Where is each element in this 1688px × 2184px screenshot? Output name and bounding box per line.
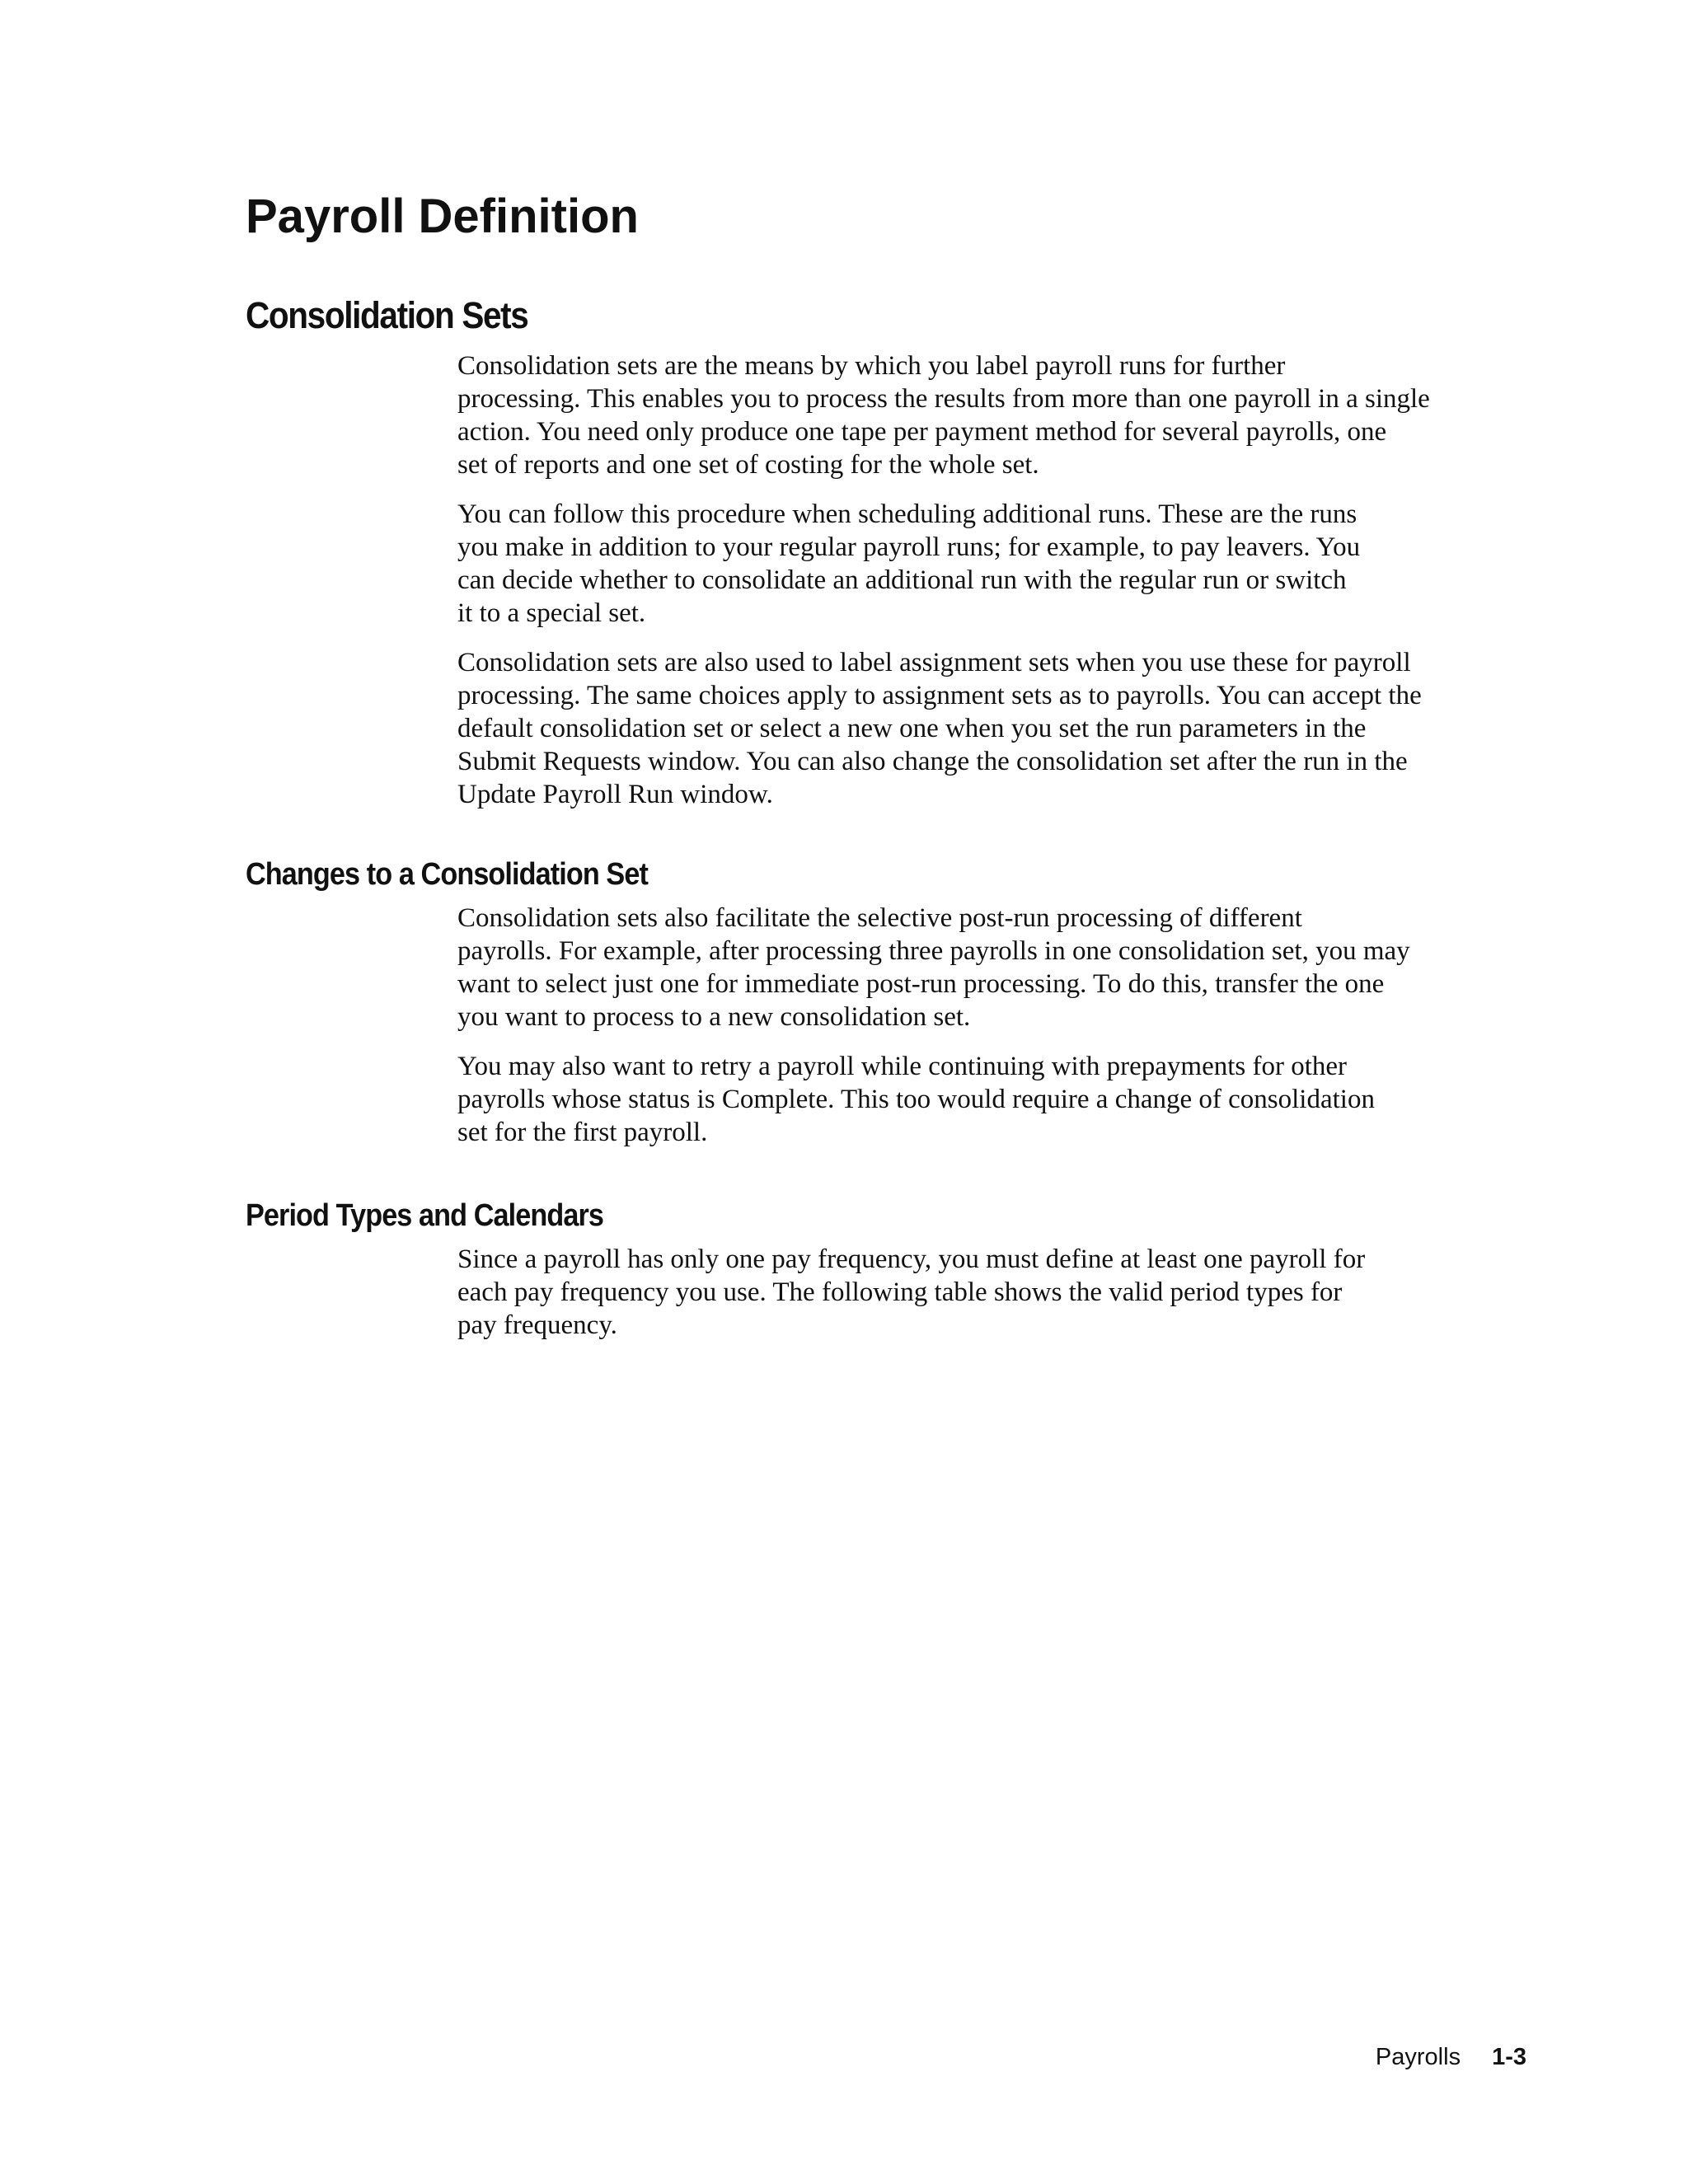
text-line: Consolidation sets are also used to label assignment sets when you use these for payroll — [457, 648, 1411, 677]
text-line: Since a payroll has only one pay frequency, you must define at least one payroll for — [457, 1244, 1366, 1274]
text-line: each pay frequency you use. The following table shows the valid period types for — [457, 1277, 1343, 1307]
text-line: Submit Requests window. You can also change the consolidation set after the run in the — [457, 747, 1408, 776]
paragraph — [457, 349, 1529, 481]
footer-chapter-name: Payrolls — [1375, 2044, 1461, 2070]
text-line: can decide whether to consolidate an additional run with the regular run or switch — [457, 565, 1347, 595]
text-line: you want to process to a new consolidation set. — [457, 1002, 971, 1032]
text-line: it to a special set. — [457, 598, 646, 628]
paragraph — [457, 646, 1529, 811]
text-line: payrolls whose status is Complete. This too would require a change of consolidation — [457, 1085, 1375, 1114]
text-line: Consolidation sets are the means by which you label payroll runs for further — [457, 351, 1286, 381]
section-heading-period-types-and-calendars: Period Types and Calendars — [246, 1198, 604, 1233]
text-line: Consolidation sets also facilitate the selective post-run processing of different — [457, 903, 1302, 933]
text-line: action. You need only produce one tape per payment method for several payrolls, one — [457, 417, 1387, 447]
text-line: want to select just one for immediate post-run processing. To do this, transfer the one — [457, 969, 1385, 999]
paragraph — [457, 902, 1529, 1033]
text-line: default consolidation set or select a new one when you set the run parameters in the — [457, 714, 1367, 743]
text-line: You can follow this procedure when scheduling additional runs. These are the runs — [457, 499, 1357, 529]
text-line: set for the first payroll. — [457, 1118, 708, 1147]
paragraph — [457, 498, 1529, 630]
text-line: set of reports and one set of costing for the whole set. — [457, 450, 1039, 480]
page-title: Payroll Definition — [246, 190, 639, 243]
section-heading-changes-to-consolidation-set: Changes to a Consolidation Set — [246, 857, 648, 892]
text-line: payrolls. For example, after processing three payrolls in one consolidation set, you may — [457, 936, 1410, 966]
text-line: pay frequency. — [457, 1310, 617, 1340]
changes-body — [457, 902, 1529, 1165]
text-line: Update Payroll Run window. — [457, 780, 773, 809]
text-line: processing. The same choices apply to assignment sets as to payrolls. You can accept the — [457, 681, 1422, 710]
paragraph — [457, 1243, 1529, 1342]
text-line: you make in addition to your regular payroll runs; for example, to pay leavers. You — [457, 532, 1361, 562]
text-line: You may also want to retry a payroll while continuing with prepayments for other — [457, 1052, 1348, 1081]
text-line: processing. This enables you to process the results from more than one payroll in a single — [457, 384, 1430, 414]
footer-page-number: 1-3 — [1492, 2044, 1526, 2070]
paragraph — [457, 1050, 1529, 1149]
period-types-body — [457, 1243, 1529, 1358]
page-footer — [1376, 2042, 1526, 2072]
section-heading-consolidation-sets: Consolidation Sets — [246, 294, 528, 336]
consolidation-sets-body — [457, 349, 1529, 827]
